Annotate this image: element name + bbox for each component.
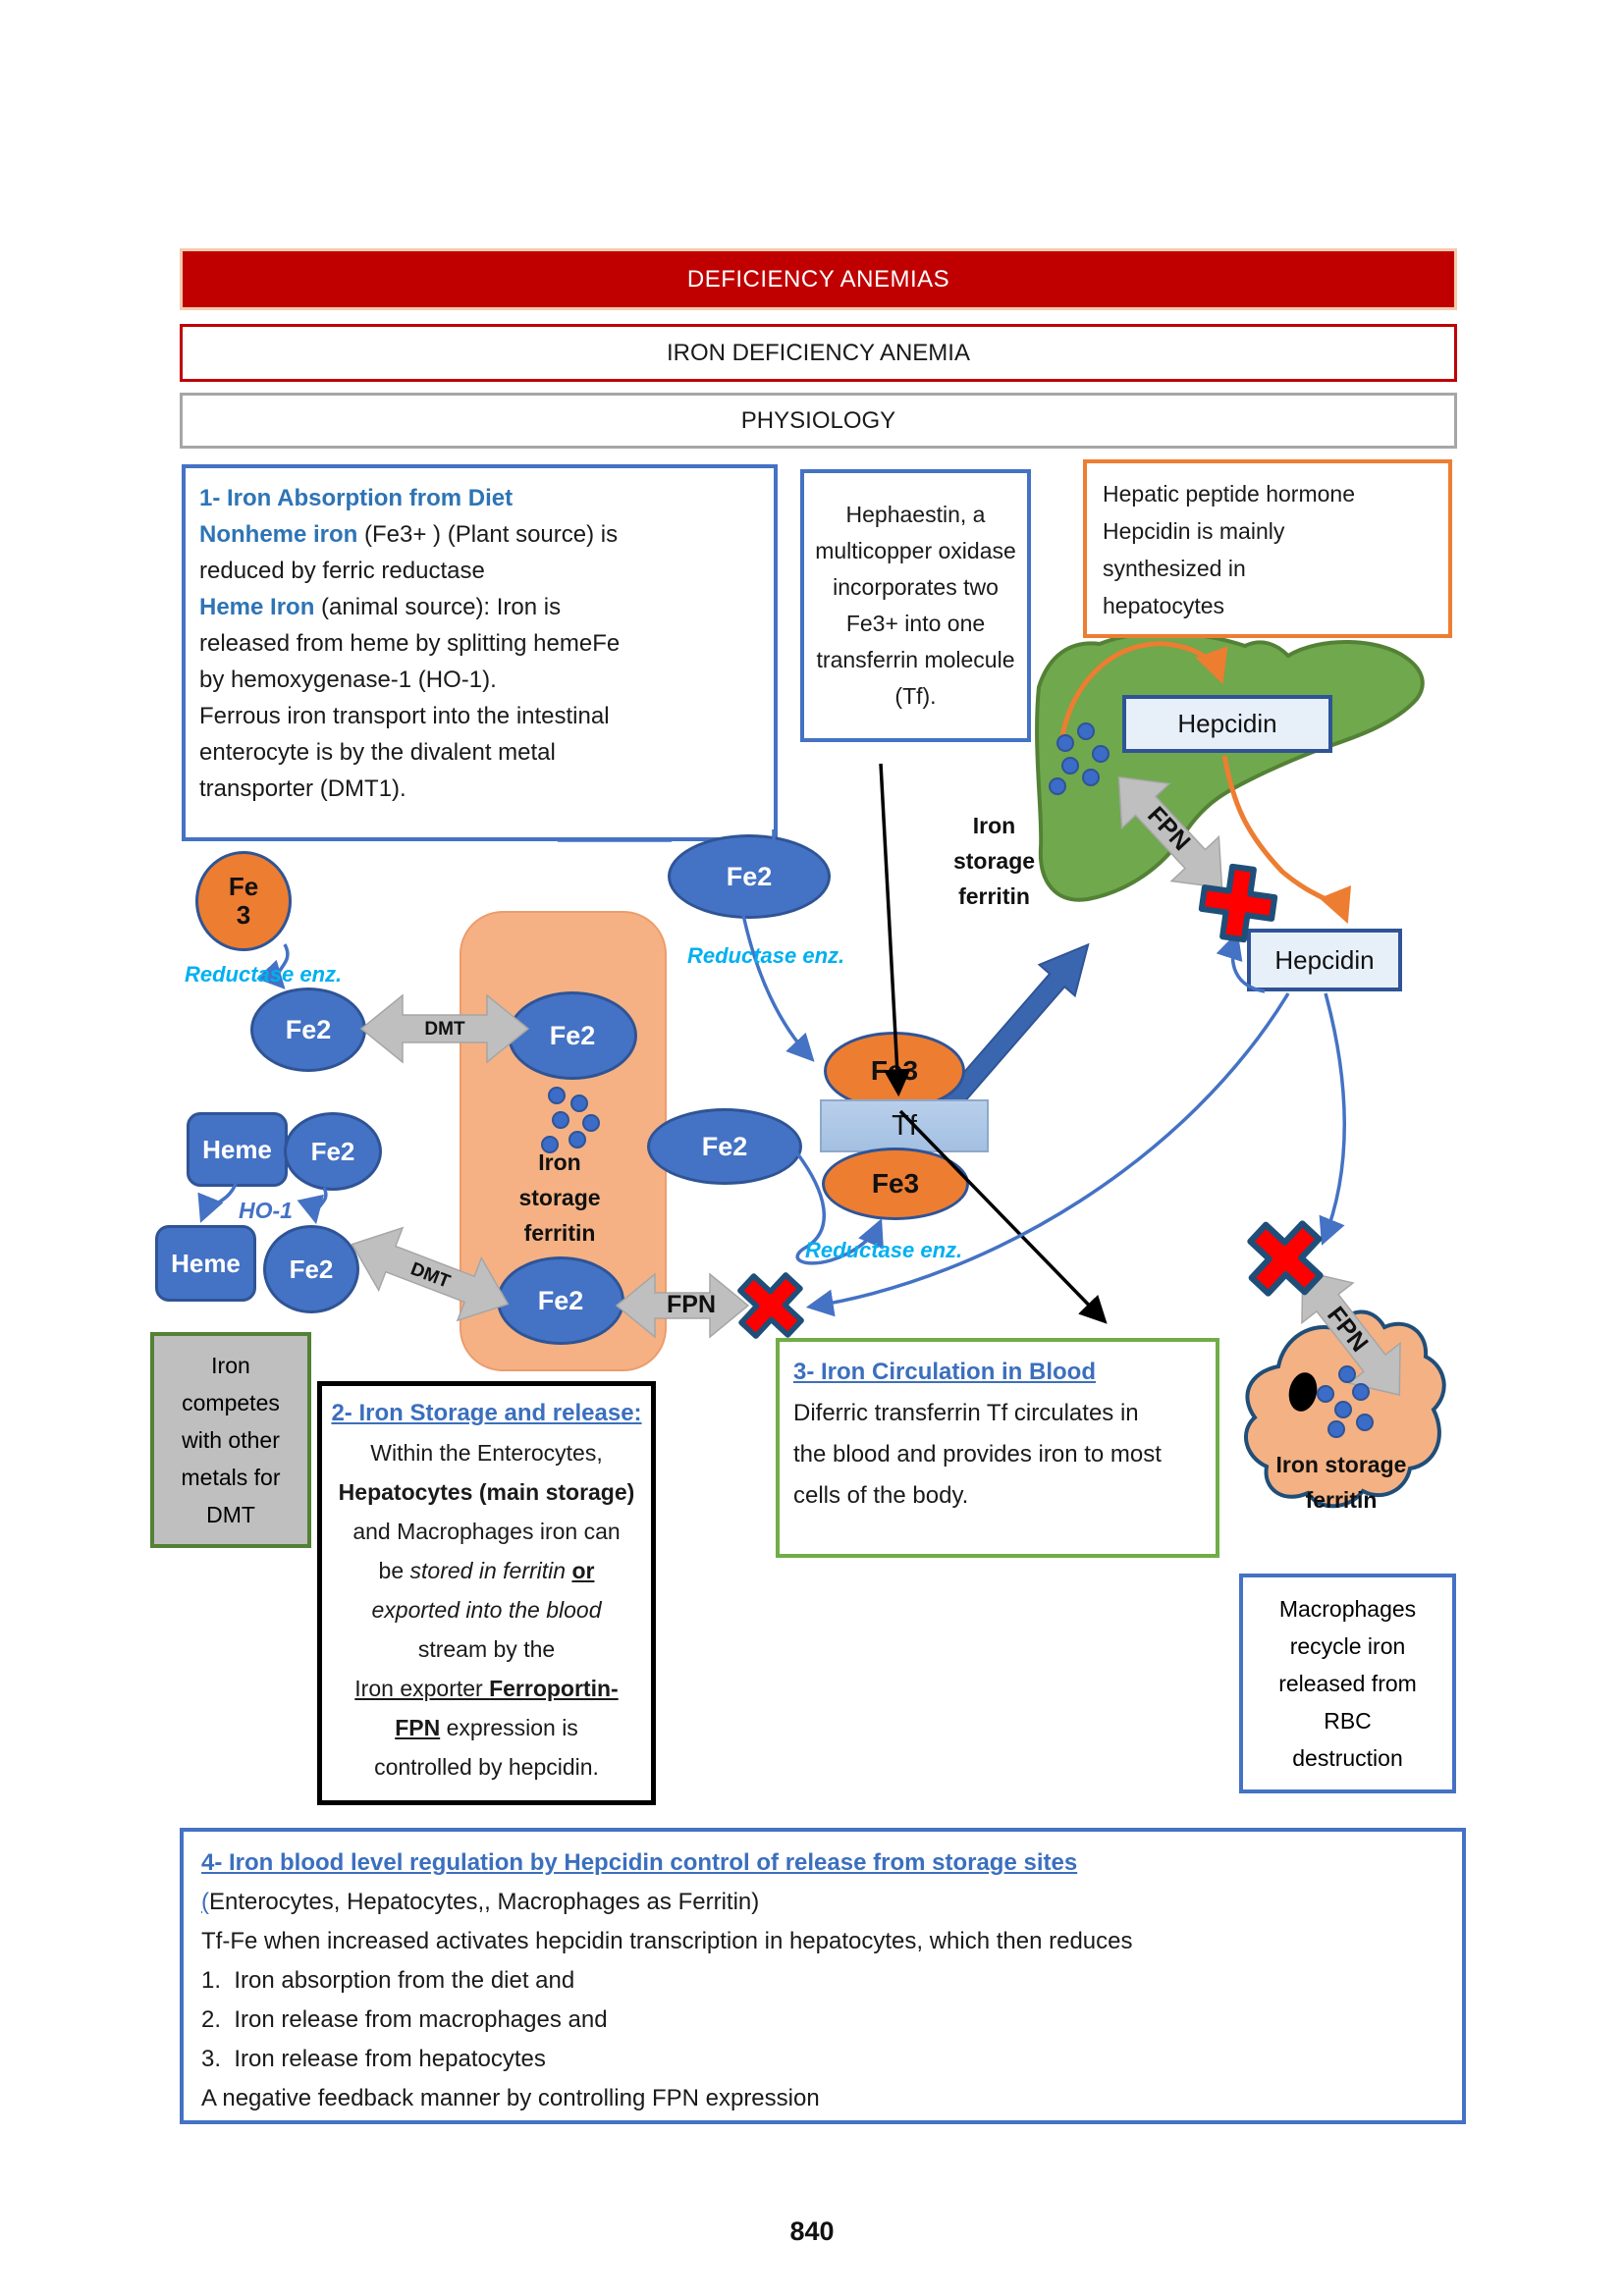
box3-body: Diferric transferrin Tf circulates in the blood and provides iron to most cells of the body.	[793, 1400, 1162, 1509]
box2-line: stream by the	[417, 1636, 556, 1662]
competes-text: Iron competes with other metals for DMT	[181, 1353, 281, 1527]
box2-line: and Macrophages iron can	[352, 1519, 621, 1544]
box1-line: reduced by ferric reductase	[199, 558, 485, 584]
box2-text: Iron exporter	[354, 1676, 490, 1701]
box4-text: Enterocytes, Hepatocytes,, Macrophages as Ferritin)	[209, 1889, 760, 1915]
box1-text: (Fe3+ ) (Plant source) is	[357, 521, 619, 548]
ferroportin-label: Ferroportin-	[489, 1676, 619, 1701]
ferritin-label-enterocyte: Iron storage ferritin	[518, 1149, 601, 1246]
reductase-arrow-middle	[743, 915, 811, 1058]
heme-label: Heme	[171, 1248, 241, 1278]
box1-line: Ferrous iron transport into the intestinal	[199, 703, 610, 729]
fe2-label: Fe2	[310, 1136, 355, 1166]
box2-or: or	[571, 1558, 595, 1583]
hepcidin-block-arrow-liver	[1233, 936, 1265, 991]
hepcidin-label: Hepcidin	[1274, 944, 1375, 975]
box4-title: 4- Iron blood level regulation by Hepcidin control of release from storage sites	[201, 1849, 1078, 1876]
macrophage-nucleus	[1285, 1370, 1321, 1415]
fpn-label: FPN	[395, 1715, 441, 1740]
box1-line: by hemoxygenase-1 (HO-1).	[199, 667, 497, 693]
nonheme-label: Nonheme iron	[199, 521, 358, 548]
iron-dots-icon-liver	[1050, 723, 1109, 794]
box1-text: (animal source): Iron is	[314, 594, 562, 620]
fe3-label: Fe3	[870, 1055, 919, 1086]
hepcidin-block-arrow-macrophage	[1324, 993, 1344, 1241]
hepatic-text: Hepatic peptide hormone Hepcidin is mainly synthesized in hepatocytes	[1103, 481, 1355, 618]
box2-text: expression is	[440, 1715, 578, 1740]
fe2-label: Fe2	[701, 1131, 748, 1161]
fpn-label-enterocyte: FPN	[667, 1291, 716, 1318]
box2-line: Hepatocytes (main storage)	[338, 1479, 635, 1505]
ferritin-label-liver: Iron storage ferritin	[952, 813, 1036, 909]
box2-title: 2- Iron Storage and release:	[331, 1400, 642, 1426]
fe3-line1: Fe	[228, 872, 259, 901]
box4-list-item: 2. Iron release from macrophages and	[201, 2006, 608, 2033]
box2-italic: stored in ferritin	[409, 1558, 572, 1583]
fe3-line2: 3	[236, 900, 251, 930]
fpn-label-liver: FPN	[1142, 801, 1196, 856]
fe2-label: Fe2	[537, 1285, 584, 1315]
hephaestin-arrow	[881, 764, 898, 1092]
tf-to-circulation-arrow	[900, 1111, 1104, 1320]
reductase-label-bottom: Reductase enz.	[805, 1238, 963, 1262]
box4-paren: (	[201, 1889, 209, 1915]
banner-title: DEFICIENCY ANEMIAS	[686, 265, 950, 293]
hephaestin-text: Hephaestin, a multicopper oxidase incorporates two Fe3+ into one transferrin molecule (Tf).	[815, 502, 1016, 709]
fe2-label: Fe2	[289, 1254, 334, 1284]
box4-list-item: 3. Iron release from hepatocytes	[201, 2046, 546, 2072]
box4-line: A negative feedback manner by controlling FPN expression	[201, 2085, 820, 2111]
heme-iron-label: Heme Iron	[199, 594, 315, 620]
ho1-arrow-heme	[202, 1184, 236, 1218]
tf-label: Tf	[892, 1109, 917, 1142]
box1-title: 1- Iron Absorption from Diet	[199, 485, 514, 511]
fe2-label: Fe2	[726, 861, 773, 891]
macrophages-text: Macrophages recycle iron released from RBC destruction	[1278, 1596, 1417, 1771]
box1-line: transporter (DMT1).	[199, 775, 406, 802]
hepcidin-label: Hepcidin	[1177, 709, 1277, 738]
heme-label: Heme	[202, 1134, 272, 1164]
box1-line: enterocyte is by the divalent metal	[199, 739, 556, 766]
ho1-label: HO-1	[239, 1198, 293, 1223]
iron-dots-icon-enterocyte	[542, 1088, 599, 1152]
banner-subtitle: IRON DEFICIENCY ANEMIA	[667, 339, 970, 366]
box2-line: controlled by hepcidin.	[374, 1754, 599, 1780]
box2-text: be	[378, 1558, 410, 1583]
banner-section: PHYSIOLOGY	[740, 406, 896, 434]
fe2-label: Fe2	[549, 1020, 596, 1050]
box1-line: released from heme by splitting hemeFe	[199, 630, 621, 657]
dmt-label-top: DMT	[424, 1019, 465, 1040]
fe3-label: Fe3	[871, 1168, 920, 1199]
box3-title: 3- Iron Circulation in Blood	[793, 1359, 1096, 1385]
box2-line: exported into the blood	[371, 1597, 602, 1623]
fpn-label-macrophage: FPN	[1321, 1301, 1374, 1358]
box4-list-item: 1. Iron absorption from the diet and	[201, 1967, 575, 1994]
ferritin-label-macrophage: Iron storage ferritin	[1275, 1452, 1407, 1513]
box2-line: Within the Enterocytes,	[370, 1440, 603, 1466]
page-number: 840	[789, 2216, 835, 2246]
fe2-label: Fe2	[285, 1014, 332, 1044]
dmt-label-bottom: DMT	[407, 1258, 454, 1293]
box4-line: Tf-Fe when increased activates hepcidin transcription in hepatocytes, which then reduces	[201, 1928, 1133, 1954]
reductase-label-middle: Reductase enz.	[687, 943, 845, 968]
ho1-arrow-fe2	[315, 1188, 326, 1219]
reductase-label-left: Reductase enz.	[185, 962, 343, 987]
